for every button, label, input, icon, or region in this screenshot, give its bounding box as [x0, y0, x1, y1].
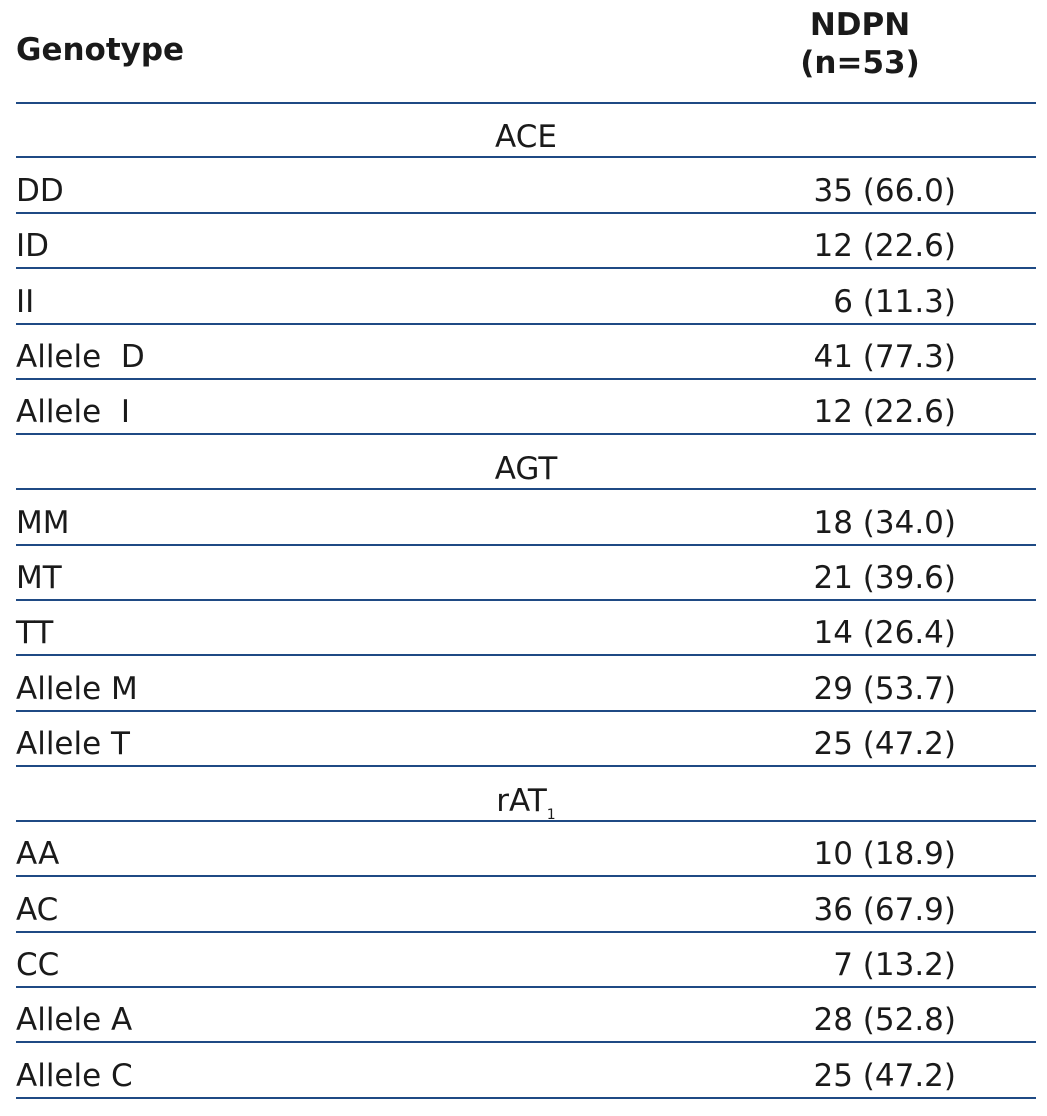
genotype-cell: CC	[16, 947, 60, 983]
table-row	[16, 822, 1036, 877]
genotype-cell: MT	[16, 560, 62, 596]
table-row	[16, 601, 1036, 656]
table-row	[16, 656, 1036, 712]
table-row	[16, 546, 1036, 601]
section-label	[16, 451, 1036, 487]
genotype-cell: MM	[16, 505, 70, 541]
genotype-cell: Allele D	[16, 339, 145, 375]
section-label	[16, 783, 1036, 823]
ndpn-header-line2: (n=53)	[800, 45, 920, 81]
section-row-agt	[16, 435, 1036, 490]
genotype-cell: DD	[16, 173, 64, 209]
value-cell	[776, 173, 1032, 209]
genotype-cell: Allele C	[16, 1058, 133, 1094]
genotype-cell: AA	[16, 836, 60, 872]
value-text: 28 (52.8)	[813, 1002, 956, 1038]
value-cell	[776, 284, 1032, 320]
value-cell	[776, 947, 1032, 983]
section-label-text: ACE	[495, 119, 557, 155]
value-cell	[776, 560, 1032, 596]
value-text: 10 (18.9)	[813, 836, 956, 872]
value-text: 7 (13.2)	[833, 947, 956, 983]
value-text: 14 (26.4)	[813, 615, 956, 651]
section-label-text: AGT	[494, 451, 558, 487]
table-row	[16, 1043, 1036, 1099]
section-label-subscript: 1	[546, 807, 556, 823]
value-cell	[776, 339, 1032, 375]
table-row	[16, 988, 1036, 1043]
genotype-cell: ID	[16, 228, 50, 264]
genotype-cell: Allele T	[16, 726, 130, 762]
value-text: 41 (77.3)	[813, 339, 956, 375]
value-cell	[776, 228, 1032, 264]
ndpn-column-header	[776, 6, 944, 82]
table-row	[16, 877, 1036, 933]
table-row	[16, 380, 1036, 435]
genotype-cell: Allele M	[16, 671, 138, 707]
genotype-cell: II	[16, 284, 35, 320]
genotype-cell: Allele A	[16, 1002, 133, 1038]
genotype-table	[16, 0, 1036, 1099]
value-text: 25 (47.2)	[813, 1058, 956, 1094]
value-cell	[776, 726, 1032, 762]
table-row	[16, 490, 1036, 546]
value-text: 18 (34.0)	[813, 505, 956, 541]
table-row	[16, 158, 1036, 214]
value-text: 21 (39.6)	[813, 560, 956, 596]
section-row-rat1	[16, 767, 1036, 822]
value-text: 36 (67.9)	[813, 892, 956, 928]
value-cell	[776, 671, 1032, 707]
value-cell	[776, 1002, 1032, 1038]
section-label	[16, 119, 1036, 155]
section-label-text: rAT	[496, 783, 547, 819]
value-cell	[776, 1058, 1032, 1094]
section-row-ace	[16, 104, 1036, 158]
value-cell	[776, 394, 1032, 430]
value-text: 35 (66.0)	[813, 173, 956, 209]
value-text: 25 (47.2)	[813, 726, 956, 762]
table-row	[16, 712, 1036, 767]
value-cell	[776, 615, 1032, 651]
table-row	[16, 269, 1036, 325]
value-text: 12 (22.6)	[813, 228, 956, 264]
value-text: 6 (11.3)	[833, 284, 956, 320]
genotype-cell: TT	[16, 615, 54, 651]
value-cell	[776, 892, 1032, 928]
value-text: 12 (22.6)	[813, 394, 956, 430]
value-cell	[776, 836, 1032, 872]
genotype-cell: AC	[16, 892, 59, 928]
table-row	[16, 933, 1036, 988]
table-row	[16, 214, 1036, 269]
table-header	[16, 0, 1036, 104]
value-cell	[776, 505, 1032, 541]
ndpn-header-line1: NDPN	[809, 7, 911, 43]
genotype-cell: Allele I	[16, 394, 131, 430]
genotype-column-header: Genotype	[16, 32, 185, 68]
table-row	[16, 325, 1036, 380]
value-text: 29 (53.7)	[813, 671, 956, 707]
